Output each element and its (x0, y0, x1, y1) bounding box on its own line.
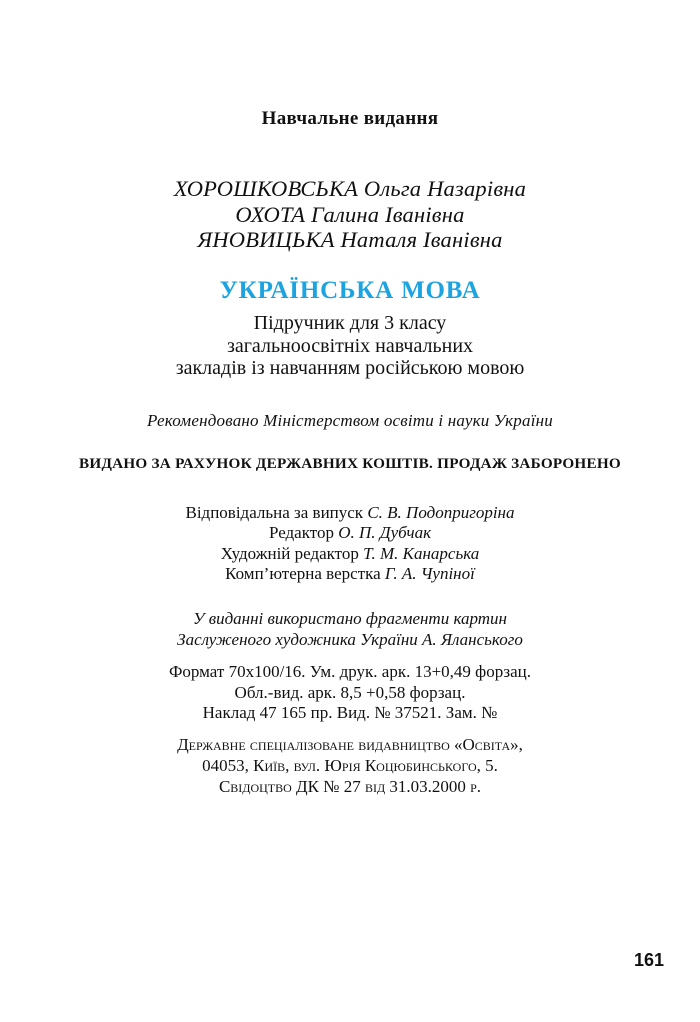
staff-role: Комп’ютерна верстка (225, 563, 385, 583)
staff-name: С. В. Подопригоріна (367, 503, 515, 522)
publication-kicker: Навчальне видання (261, 108, 439, 129)
authors-block (0, 176, 700, 253)
staff-name: О. П. Дубчак (338, 523, 432, 543)
subtitle-line: загальноосвітніх навчальних (226, 334, 474, 357)
staff-role: Відповідальна за випуск (185, 503, 368, 522)
publisher-address-line: 04053, Київ, вул. Юрія Коцюбинського, 5. (202, 755, 498, 775)
subtitle-line: Підручник для 3 класу (253, 312, 447, 334)
technical-specs-block (0, 662, 700, 724)
subtitle-line: закладів із навчанням російською мовою (175, 357, 525, 379)
technical-spec-line: Наклад 47 165 пр. Вид. № 37521. Зам. № (202, 703, 498, 722)
publisher-block (0, 735, 700, 797)
staff-credit-line (0, 523, 700, 543)
page-title: УКРАЇНСЬКА МОВА (219, 277, 481, 304)
publisher-name-line: Державне спеціалізоване видавництво «Освіта», (177, 735, 523, 754)
author-line: ХОРОШКОВСЬКА Ольга Назарівна (173, 176, 527, 201)
staff-credit-line (0, 564, 700, 584)
artwork-credit-line: Заслуженого художника України А. Яланського (177, 629, 523, 649)
staff-credits-block (0, 503, 700, 584)
artwork-credit-block (0, 609, 700, 650)
staff-credit-line (0, 503, 700, 523)
state-funding-notice: ВИДАНО ЗА РАХУНОК ДЕРЖАВНИХ КОШТІВ. ПРОДАЖ ЗАБОРОНЕНО (79, 455, 621, 472)
staff-credit-line (0, 544, 700, 564)
author-line: ОХОТА Галина Іванівна (235, 201, 465, 227)
technical-spec-line: Обл.-вид. арк. 8,5 +0,58 форзац. (234, 682, 466, 702)
staff-role: Редактор (268, 523, 339, 543)
subtitle-block (0, 312, 700, 380)
publisher-licence-line: Свідоцтво ДК № 27 від 31.03.2000 р. (218, 776, 482, 796)
technical-spec-line: Формат 70х100/16. Ум. друк. арк. 13+0,49 форзац. (168, 662, 532, 681)
staff-name: Т. М. Канарська (363, 543, 480, 563)
author-line: ЯНОВИЦЬКА Наталя Іванівна (197, 227, 503, 252)
page-number: 161 (633, 950, 664, 970)
staff-name: Г. А. Чупіної (384, 563, 475, 583)
artwork-credit-line: У виданні використано фрагменти картин (193, 609, 507, 628)
ministry-recommendation: Рекомендовано Міністерством освіти і науки України (147, 411, 553, 430)
staff-role: Художній редактор (220, 543, 364, 563)
